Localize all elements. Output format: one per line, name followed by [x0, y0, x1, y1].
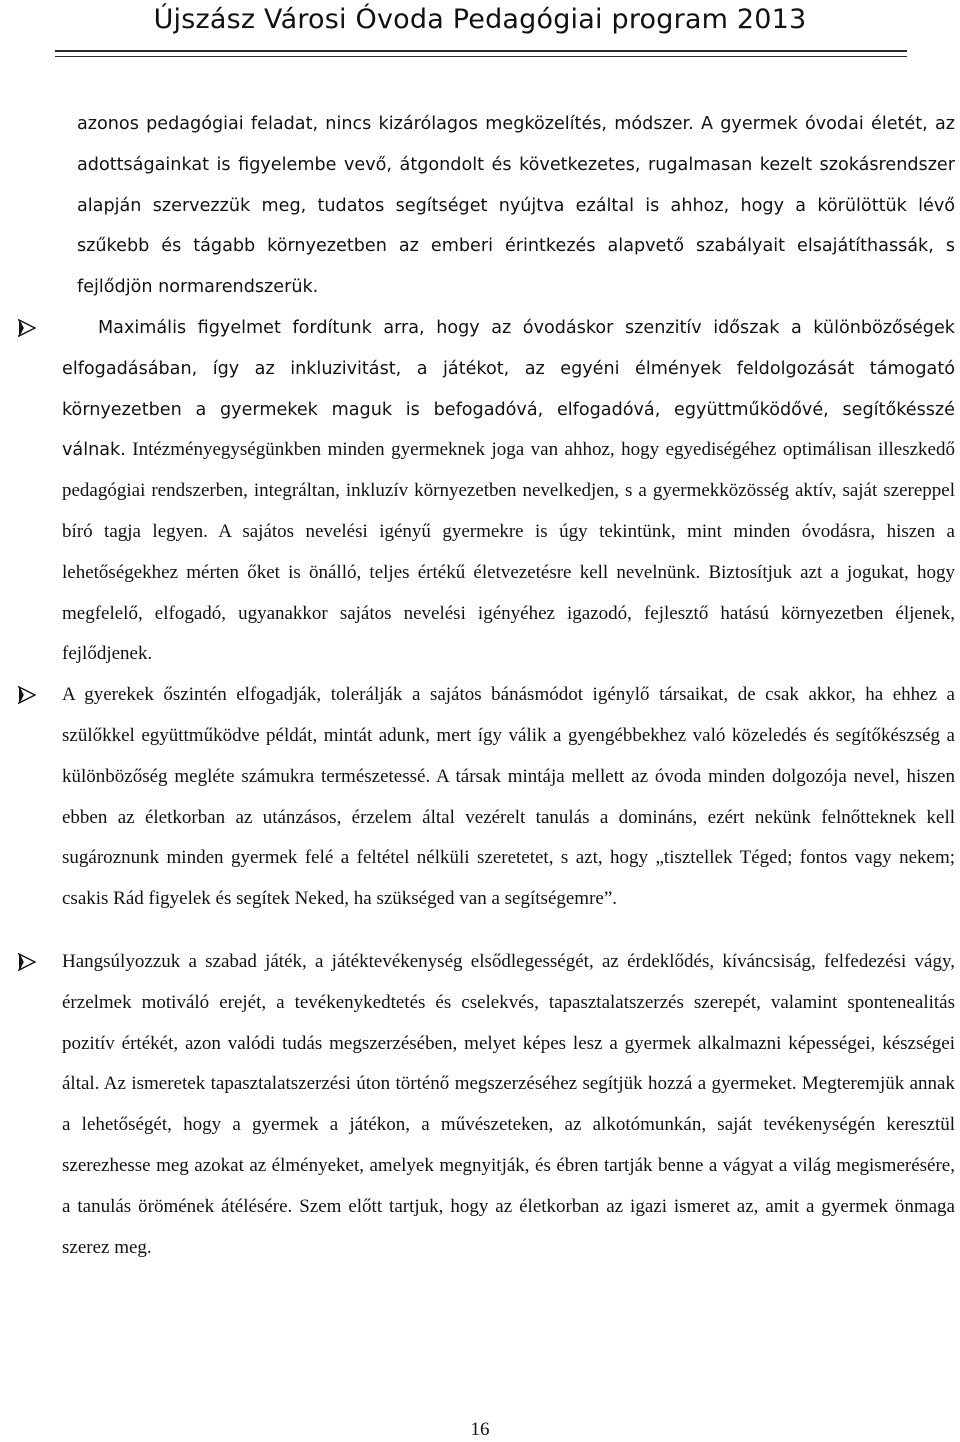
- arrowhead-bullet-icon: [18, 319, 36, 337]
- bullet-text: Hangsúlyozzuk a szabad játék, a játéktevékenység elsődlegességét, az érdeklődés, kíváncsiság, felfedezési vágy, érzelmek motiváló erejét, a tevékenykedtetés és cselekvés, tapasztalatszerzés szerepét, valamint spontenealitás pozitív értékét, azon valódi tudás megszerzésében, melyet képes lesz a gyermek alkalmazni képességei, készségei által. Az ismeretek tapasztalatszerzési úton történő megszerzéséhez segítjük hozzá a gyermeket. Megteremjük annak a lehetőségét, hogy a gyermek a játékon, a művészeteken, az alkotómunkán, saját tevékenységén keresztül szerezhesse meg azokat az élményeket, amelyek megnyitják, és ébren tartják benne a vágyat a világ megismerésére, a tanulás örömének átélésére. Szem előtt tartjuk, hogy az életkorban az igazi ismeret az, amit a gyermek önmaga szerez meg.: [62, 950, 955, 1258]
- header-divider: [55, 50, 907, 52]
- arrowhead-bullet-icon: [18, 686, 36, 704]
- intro-paragraph: azonos pedagógiai feladat, nincs kizárólagos megközelítés, módszer. A gyermek óvodai életét, az adottságainkat is figyelembe vevő, átgondolt és következetes, rugalmasan kezelt szokásrendszer alapján szervezzük meg, tudatos segítséget nyújtva ezáltal is ahhoz, hogy a körülöttük lévő szűkebb és tágabb környezetben az emberi érintkezés alapvető szabályait elsajátíthassák, s fejlődjön normarendszerük.: [77, 114, 955, 298]
- arrowhead-bullet-icon: [18, 953, 36, 971]
- bullet-item: [62, 942, 955, 1268]
- bullet-lead-text: Maximális figyelmet fordítunk arra, hogy az óvodáskor szenzitív időszak a különbözőségek elfogadásában, így az inkluzivitást, a játékot, az egyéni élmények feldolgozását támogató környezetben a gyermekek maguk is befogadóvá, elfogadóvá, együttműködővé, segítőkésszé válnak.: [62, 317, 955, 461]
- bullet-continuation-text: Intézményegységünkben minden gyermeknek joga van ahhoz, hogy egyediségéhez optimálisan illeszkedő pedagógiai rendszerben, integráltan, inkluzív környezetben nevelkedjen, s a gyermekközösség aktív, saját szereppel bíró tagja legyen. A sajátos nevelési igényű gyermekre is úgy tekintünk, mint minden óvodásra, hiszen a lehetőségekhez mérten őket is önálló, teljes értékű életvezetésre kell nevelnünk. Biztosítjuk azt a jogukat, hogy megfelelő, elfogadó, ugyanakkor sajátos nevelési igényéhez igazodó, fejlesztő hatású környezetben éljenek, fejlődjenek.: [62, 439, 955, 665]
- bullet-text: A gyerekek őszintén elfogadják, tolerálják a sajátos bánásmódot igénylő társaikat, de csak akkor, ha ehhez a szülőkkel együttműködve példát, mintát adunk, mert így válik a gyengébbekhez való közeledés és segítőkészség a különbözőség megléte számukra természetessé. A társak mintája mellett az óvoda minden dolgozója nevel, hiszen ebben az életkorban az utánzásos, érzelem által vezérelt tanulás a domináns, ezért nekünk felnőtteknek kell sugároznunk minden gyermek felé a feltétel nélküli szeretetet, s azt, hogy „tisztellek Téged; fontos vagy nekem; csakis Rád figyelek és segítek Neked, ha szükséged van a segítségemre”.: [62, 684, 955, 910]
- header-divider-thin: [55, 56, 907, 57]
- page-body: [0, 104, 960, 1268]
- bullet-item: [62, 675, 955, 920]
- page-number: 16: [470, 1419, 490, 1440]
- bullet-item: [62, 308, 955, 675]
- bullet-text: [62, 308, 955, 675]
- page-header-title: Újszász Városi Óvoda Pedagógiai program 2013: [153, 4, 807, 35]
